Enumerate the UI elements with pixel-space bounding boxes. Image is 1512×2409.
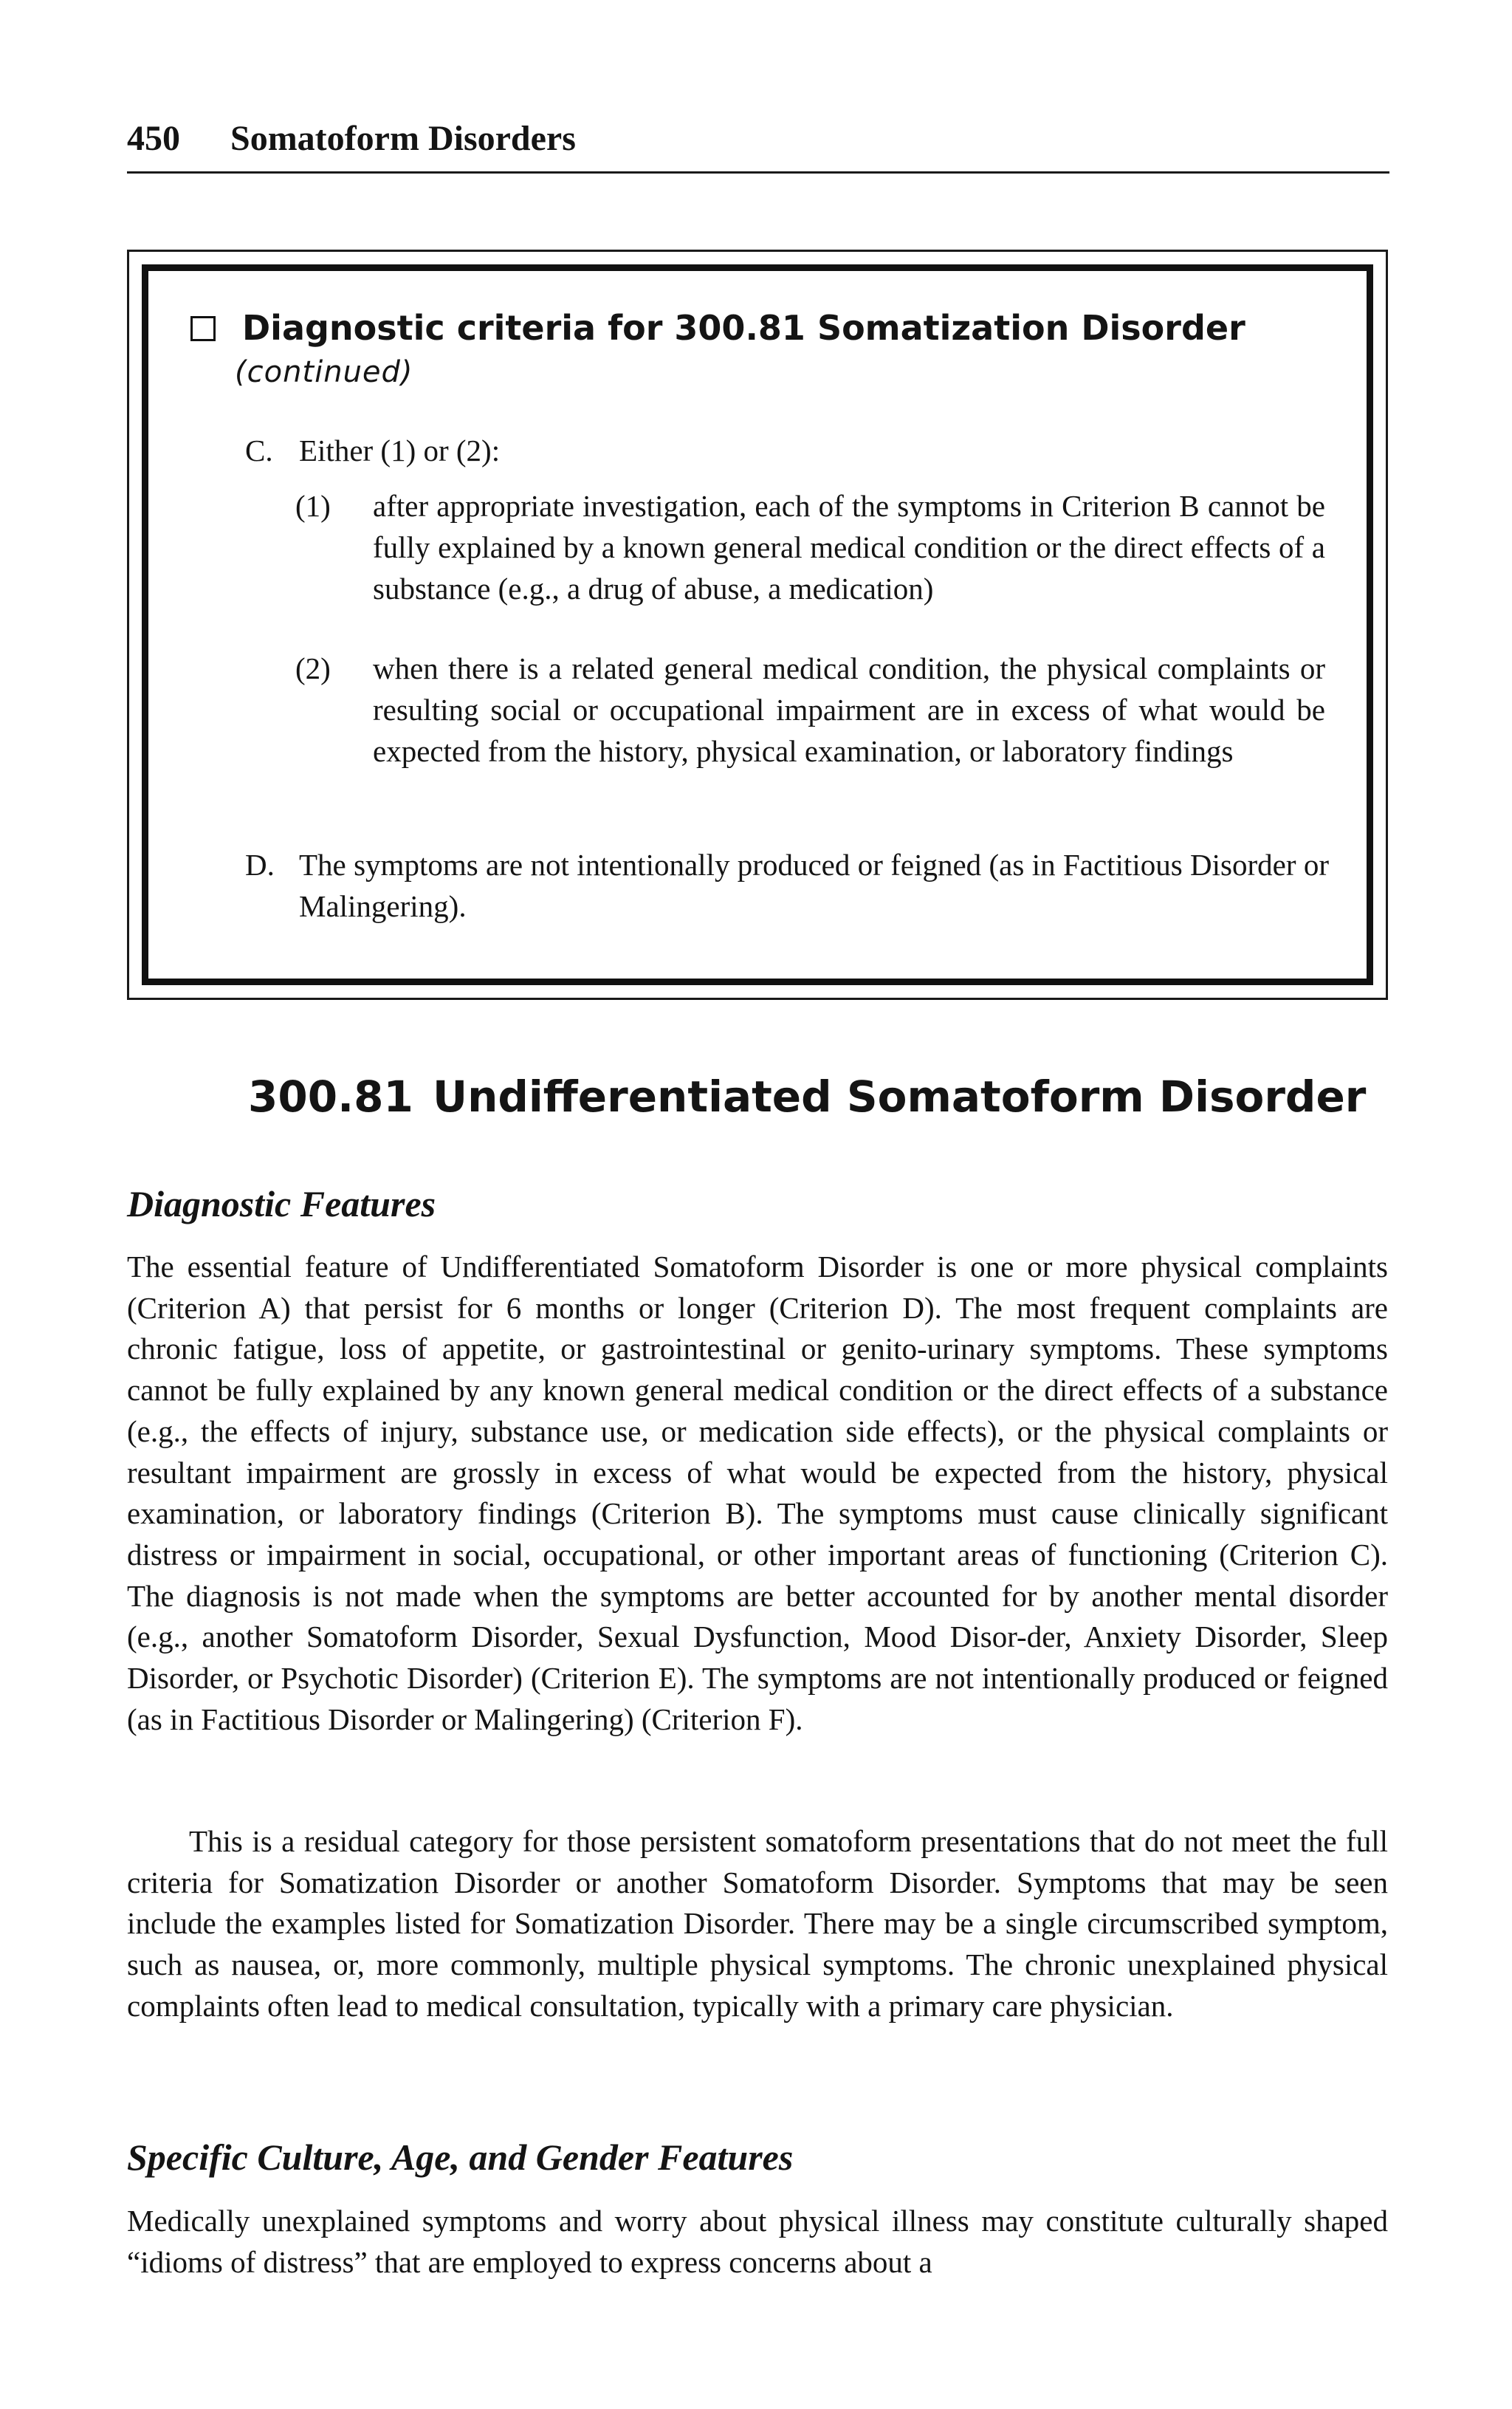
- section-name: Undifferentiated Somatoform Disorder: [433, 1072, 1367, 1122]
- criteria-box-title: Diagnostic criteria for 300.81 Somatization Disorder: [242, 308, 1245, 348]
- criterion-c-item-2-number: (2): [295, 651, 331, 685]
- culture-features-paragraph: Medically unexplained symptoms and worry about physical illness may constitute culturally shaped “idioms of distress” that are employed to express concerns about a: [127, 2204, 1388, 2279]
- diagnostic-features-paragraph-2: This is a residual category for those persistent somatoform presentations that do not meet the full criteria for Somatization Disorder or another Somatoform Disorder. Symptoms that may be seen include the examples listed for Somatization Disorder. There may be a single circumscribed symptom, such as nausea, or, more commonly, multiple physical symptoms. The chronic unexplained physical complaints often lead to medical consultation, typically with a primary care physician.: [127, 1824, 1388, 2023]
- page-number: 450: [127, 119, 180, 158]
- criterion-c-item-1-number: (1): [295, 489, 331, 523]
- checkbox-square-icon: [190, 316, 216, 341]
- running-header: [127, 118, 1389, 174]
- criterion-d-letter: D.: [245, 848, 275, 882]
- criterion-c-letter: C.: [245, 434, 273, 467]
- criterion-d-text: The symptoms are not intentionally produced or feigned (as in Factitious Disorder or Malingering).: [299, 848, 1329, 923]
- diagnostic-features-paragraph-1: The essential feature of Undifferentiated Somatoform Disorder is one or more physical complaints (Criterion A) that persist for 6 months or longer (Criterion D). The most frequent complaints are chronic fatigue, loss of appetite, or gastrointestinal or genito-urinary symptoms. These symptoms cannot be fully explained by any known general medical condition or the direct effects of a substance (e.g., the effects of injury, substance use, or medication side effects), or the physical complaints or resultant impairment are grossly in excess of what would be expected from the history, physical examination, or laboratory findings (Criterion B). The symptoms must cause clinically significant distress or impairment in social, occupational, or other important areas of functioning (Criterion C). The diagnosis is not made when the symptoms are better accounted for by another mental disorder (e.g., another Somatoform Disorder, Sexual Dysfunction, Mood Disor-der, Anxiety Disorder, Sleep Disorder, or Psychotic Disorder) (Criterion E). The symptoms are not intentionally produced or feigned (as in Factitious Disorder or Malingering) (Criterion F).: [127, 1250, 1388, 1736]
- criteria-box-heading: [190, 307, 1342, 349]
- criterion-c-item-1-text: after appropriate investigation, each of the symptoms in Criterion B cannot be fully explained by a known general medical condition or the direct effects of a substance (e.g., a drug of abuse, a medication): [373, 489, 1325, 606]
- diagnostic-features-heading: Diagnostic Features: [127, 1183, 436, 1224]
- section-title: [248, 1067, 1367, 1126]
- section-code: 300.81: [248, 1072, 413, 1122]
- criteria-box-continued: (continued): [235, 355, 413, 389]
- culture-features-heading: Specific Culture, Age, and Gender Features: [127, 2136, 794, 2178]
- criterion-c-item-2-text: when there is a related general medical condition, the physical complaints or resulting social or occupational impairment are in excess of what would be expected from the history, physical examination, or laboratory findings: [373, 651, 1325, 768]
- criterion-c-text: Either (1) or (2):: [299, 434, 501, 467]
- running-title: Somatoform Disorders: [230, 119, 576, 158]
